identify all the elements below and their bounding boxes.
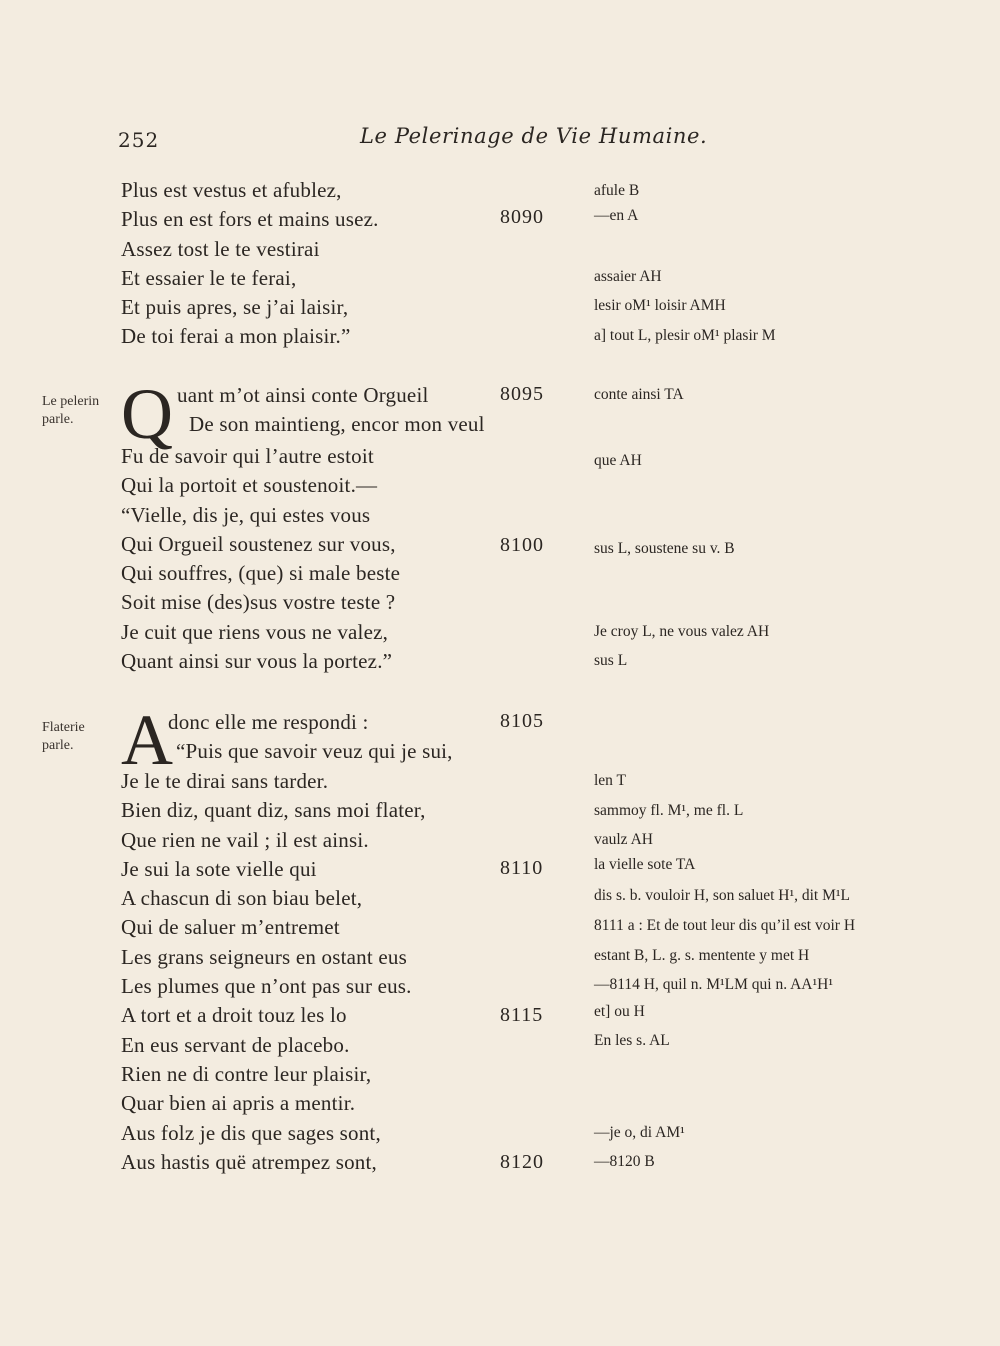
stanza-3 (121, 767, 426, 1177)
line-number: 8120 (500, 1151, 544, 1173)
line-number: 8115 (500, 1004, 544, 1026)
drop-cap: Q (121, 374, 173, 454)
line-number: 8105 (500, 710, 544, 732)
line-number: 8090 (500, 206, 544, 228)
page-number: 252 (118, 128, 160, 152)
verse-line: donc elle me respondi : (168, 710, 369, 734)
stanza-2 (121, 442, 400, 676)
variant-note: afule B (594, 182, 640, 199)
verse-line: Qui souffres, (que) si male beste (121, 561, 401, 586)
verse-line: De toi ferai a mon plaisir.” (121, 324, 351, 349)
verse-line: De son maintieng, encor mon veul (189, 412, 485, 437)
verse-line: Rien ne di contre leur plaisir, (121, 1061, 372, 1086)
line-number: 8100 (500, 534, 544, 556)
stanza-1 (121, 176, 379, 352)
variant-note: Je croy L, ne vous valez AH (594, 623, 770, 640)
verse-line: En eus servant de placebo. (121, 1032, 350, 1057)
variant-note: lesir oM¹ loisir AMH (594, 297, 726, 314)
line-number: 8095 (500, 383, 544, 405)
verse-line: A chascun di son biau belet, (121, 886, 363, 911)
verse-line: Je le te dirai sans tarder. (121, 769, 329, 793)
variant-note: —je o, di AM¹ (594, 1124, 685, 1141)
variant-note: len T (594, 772, 626, 789)
verse-line: Et essaier le te ferai, (121, 265, 297, 290)
verse-line: Assez tost le te vestirai (121, 236, 320, 261)
variant-note: et] ou H (594, 1003, 645, 1020)
verse-line: Bien diz, quant diz, sans moi flater, (121, 798, 426, 823)
verse-line: Fu de savoir qui l’autre estoit (121, 444, 374, 468)
verse-line: Et puis apres, se j’ai laisir, (121, 295, 349, 320)
verse-line: Quar bien ai apris a mentir. (121, 1091, 356, 1116)
variant-note: que AH (594, 452, 642, 469)
verse-line: “Puis que savoir veuz qui je sui, (176, 739, 453, 764)
verse-line: A tort et a droit touz les lo (121, 1003, 347, 1028)
variant-note: En les s. AL (594, 1032, 670, 1049)
verse-line: Que rien ne vail ; il est ainsi. (121, 827, 369, 852)
stanza-2-opening (177, 381, 485, 440)
verse-line: Les grans seigneurs en ostant eus (121, 944, 407, 969)
drop-cap: A (121, 700, 173, 780)
variant-note: sus L (594, 652, 628, 669)
stanza-3-opening (168, 708, 453, 767)
margin-note-pelerin (42, 393, 99, 429)
margin-note-line: parle. (42, 412, 74, 427)
verse-line: Qui de saluer m’entremet (121, 915, 340, 940)
variant-note: estant B, L. g. s. mentente y met H (594, 947, 810, 964)
variant-note: la vielle sote TA (594, 856, 696, 873)
verse-line: Quant ainsi sur vous la portez.” (121, 649, 393, 674)
margin-note-flaterie (42, 719, 85, 755)
variant-note: vaulz AH (594, 831, 653, 848)
verse-line: Plus en est fors et mains usez. (121, 207, 379, 232)
verse-line: Soit mise (des)sus vostre teste ? (121, 590, 396, 615)
margin-note-line: parle. (42, 738, 74, 753)
verse-line: “Vielle, dis je, qui estes vous (121, 502, 371, 527)
verse-line: Qui Orgueil soustenez sur vous, (121, 531, 396, 556)
show-through-texture (640, 170, 970, 1190)
variant-note: —en A (594, 207, 639, 224)
verse-line: Qui la portoit et soustenoit.— (121, 473, 378, 498)
running-title: Le Pelerinage de Vie Humaine. (360, 124, 708, 148)
verse-line: Aus hastis quë atrempez sont, (121, 1149, 377, 1174)
variant-note: sammoy fl. M¹, me fl. L (594, 802, 744, 819)
verse-line: Les plumes que n’ont pas sur eus. (121, 974, 412, 999)
margin-note-line: Flaterie (42, 720, 85, 735)
variant-note: —8114 H, quil n. M¹LM qui n. AA¹H¹ (594, 976, 833, 993)
variant-note: assaier AH (594, 268, 662, 285)
verse-line: Aus folz je dis que sages sont, (121, 1120, 381, 1145)
variant-note: sus L, soustene su v. B (594, 540, 735, 557)
verse-line: Je cuit que riens vous ne valez, (121, 619, 389, 644)
variant-note: dis s. b. vouloir H, son saluet H¹, dit M¹L (594, 887, 850, 904)
verse-line: uant m’ot ainsi conte Orgueil (177, 383, 429, 407)
line-number: 8110 (500, 857, 544, 879)
variant-note: conte ainsi TA (594, 386, 684, 403)
margin-note-line: Le pelerin (42, 394, 100, 409)
variant-note: 8111 a : Et de tout leur dis qu’il est voir H (594, 917, 856, 934)
variant-note: —8120 B (594, 1153, 655, 1170)
verse-line: Plus est vestus et afublez, (121, 178, 342, 202)
variant-note: a] tout L, plesir oM¹ plasir M (594, 327, 776, 344)
verse-line: Je sui la sote vielle qui (121, 856, 317, 881)
